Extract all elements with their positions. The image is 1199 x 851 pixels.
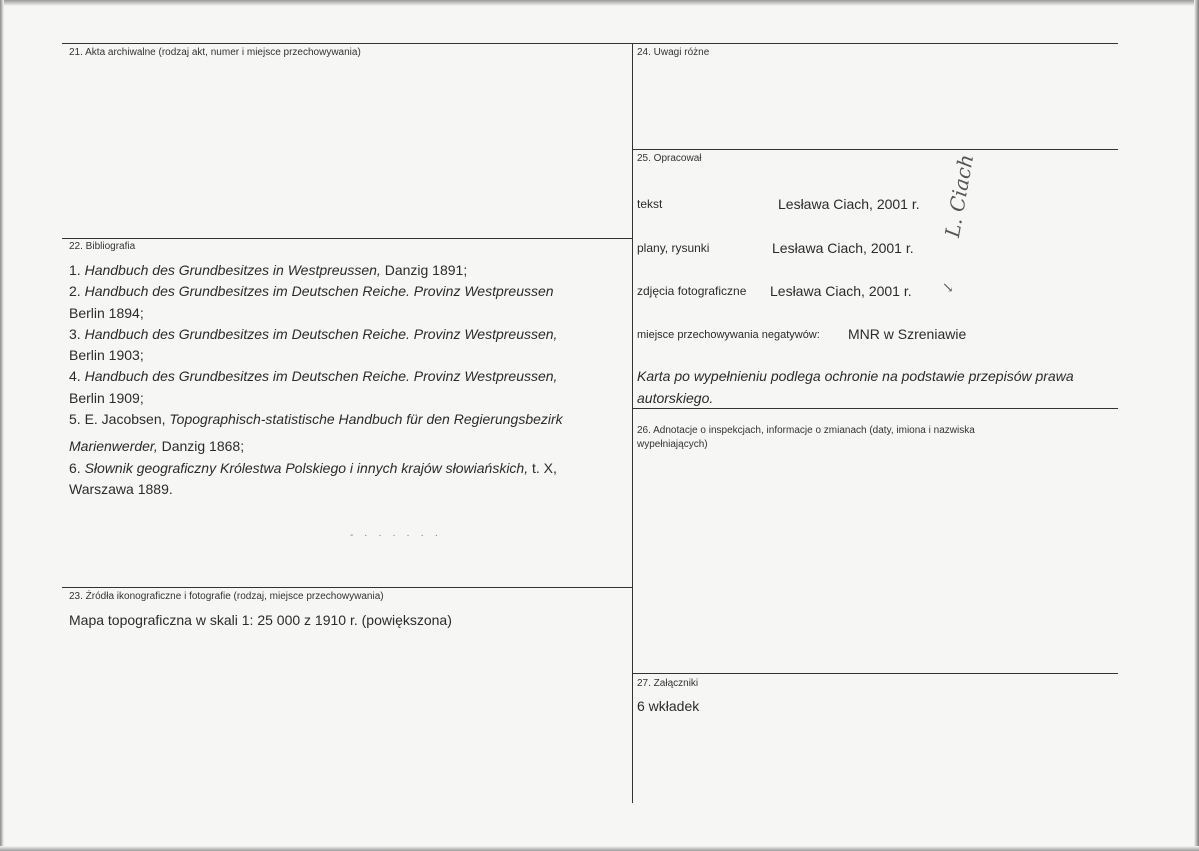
negatives-storage-key: miejsce przechowywania negatywów: (637, 329, 820, 341)
bibliography-line: Berlin 1894; (69, 304, 144, 321)
top-rule (62, 43, 1118, 44)
bibliography-line: 3. Handbuch des Grundbesitzes im Deutschen Reiche. Provinz Westpreussen, (69, 325, 558, 342)
handwritten-signature: L. Ciach (940, 152, 979, 240)
author-plans-key: plany, rysunki (637, 241, 710, 255)
section-25-label: 25. Opracował (637, 153, 702, 164)
bibliography-line: Berlin 1903; (69, 347, 144, 364)
rule-24-25 (632, 149, 1118, 150)
bibliography-line: 1. Handbuch des Grundbesitzes in Westpreussen, Danzig 1891; (69, 262, 468, 278)
bibliography-line: 2. Handbuch des Grundbesitzes im Deutschen Reiche. Provinz Westpreussen (69, 283, 554, 300)
bibliography-line: 4. Handbuch des Grundbesitzes im Deutschen Reiche. Provinz Westpreussen, (69, 368, 558, 385)
section-21-label: 21. Akta archiwalne (rodzaj akt, numer i miejsce przechowywania) (69, 47, 361, 58)
copyright-notice-line2: autorskiego. (637, 390, 714, 406)
bibliography-line: Marienwerder, Danzig 1868; (69, 438, 245, 455)
scan-edge-left (0, 0, 4, 851)
bibliography-line: 5. E. Jacobsen, Topographisch-statistische Handbuch für den Regierungsbezirk (69, 411, 563, 428)
iconography-value: Mapa topograficzna w skali 1: 25 000 z 1910 r. (powiększona) (69, 612, 452, 628)
author-plans-value: Lesława Ciach, 2001 r. (772, 240, 914, 256)
section-27-label: 27. Załączniki (637, 678, 699, 689)
signature-tick: ↘ (942, 280, 954, 296)
bibliography-list (69, 260, 619, 500)
section-22-label: 22. Bibliografia (69, 241, 136, 252)
bibliography-line: Warszawa 1889. (69, 480, 173, 497)
bibliography-line: 6. Słownik geograficzny Królestwa Polskiego i innych krajów słowiańskich, t. X, (69, 459, 557, 476)
attachments-value: 6 wkładek (637, 698, 700, 714)
author-text-value: Lesława Ciach, 2001 r. (778, 196, 920, 212)
section-26-label-cont: wypełniających) (637, 439, 708, 450)
section-26-label: 26. Adnotacje o inspekcjach, informacje o zmianach (daty, imiona i nazwiska (637, 425, 975, 436)
scan-edge-bottom (0, 846, 1199, 851)
negatives-storage-value: MNR w Szreniawie (848, 326, 967, 342)
rule-21-22 (62, 238, 632, 239)
author-photos-key: zdjęcia fotograficzne (637, 284, 747, 298)
column-divider (632, 43, 633, 803)
scan-edge-right (1194, 0, 1199, 851)
section-23-label: 23. Źródła ikonograficzne i fotografie (rodzaj, miejsce przechowywania) (69, 591, 384, 602)
rule-25-26 (632, 408, 1118, 409)
scan-edge-top (0, 0, 1199, 6)
author-photos-value: Lesława Ciach, 2001 r. (770, 283, 912, 299)
bibliography-line: Berlin 1909; (69, 389, 144, 406)
rule-26-27 (632, 673, 1118, 674)
stray-marks: - · · · · · · (350, 530, 442, 541)
rule-22-23 (62, 587, 632, 588)
section-24-label: 24. Uwagi różne (637, 47, 710, 58)
copyright-notice-line1: Karta po wypełnieniu podlega ochronie na podstawie przepisów prawa (637, 368, 1074, 384)
author-text-key: tekst (637, 197, 663, 211)
